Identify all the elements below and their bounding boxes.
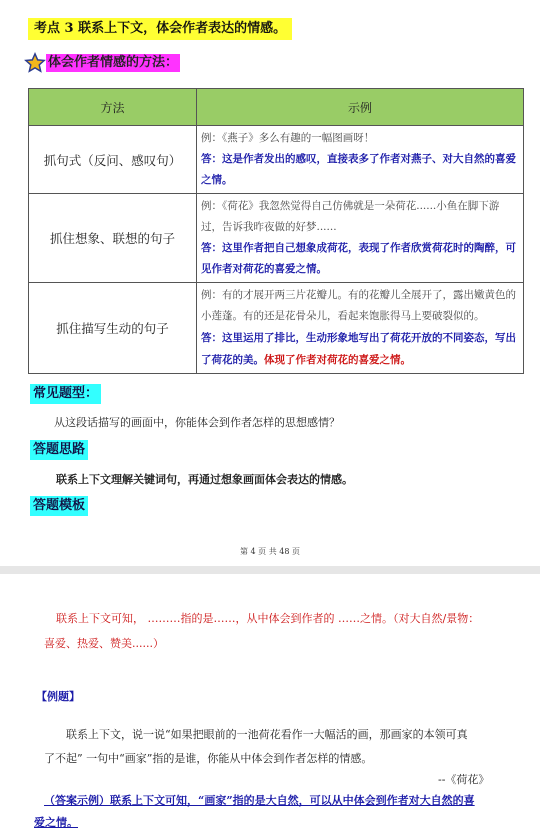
example-cell [197, 126, 524, 194]
common-type-label: 常见题型： [30, 384, 101, 404]
example-text: 例：《荷花》我忽然觉得自己仿佛就是一朵荷花......小鱼在脚下游过，告诉我昨夜做的好梦...... [201, 200, 500, 233]
method-title: 体会作者情感的方法： [48, 55, 179, 70]
star-icon [24, 52, 46, 74]
example-cell [197, 283, 524, 374]
question-line-1: 联系上下文，说一说“如果把眼前的一池荷花看作一大幅活的画，那画家的本领可真 [66, 728, 468, 741]
table-row [29, 283, 524, 374]
table-row [29, 194, 524, 283]
answer-text: 答：这里作者把自己想象成荷花，表现了作者欣赏荷花时的陶醉，可见作者对荷花的喜爱之情。 [201, 242, 516, 275]
source-text: --《荷花》 [438, 773, 490, 786]
approach-text: 联系上下文理解关键词句，再通过想象画面体会表达的情感。 [56, 473, 353, 486]
question-line-2: 了不起” 一句中“画家”指的是谁，你能从中体会到作者怎样的情感。 [44, 752, 373, 765]
table-header-method: 方法 [29, 89, 197, 126]
page-footer: 第 4 页 共 48 页 [240, 547, 300, 556]
kaodian-title: 考点 3 联系上下文，体会作者表达的情感。 [28, 18, 292, 40]
example-text: 例：《燕子》多么有趣的一幅图画呀！ [201, 132, 375, 144]
approach-label: 答题思路 [30, 440, 88, 460]
answer-red: 体现了作者对荷花的喜爱之情。 [264, 354, 411, 366]
method-cell: 抓住想象、联想的句子 [29, 194, 197, 283]
example-cell [197, 194, 524, 283]
page-2 [0, 574, 540, 836]
answer-text: 答：这是作者发出的感叹，直接表多了作者对燕子、对大自然的喜爱之情。 [201, 153, 516, 186]
methods-table [28, 88, 524, 374]
method-cell: 抓住描写生动的句子 [29, 283, 197, 374]
template-line-1: 联系上下文可知， ………指的是……，从中体会到作者的 ……之情。（对大自然/景物： [56, 612, 480, 625]
template-label: 答题模板 [30, 496, 88, 516]
answer-text [201, 327, 519, 371]
template-line-2: 喜爱、热爱、赞美......） [44, 637, 164, 650]
answer-line-1: （答案示例）联系上下文可知，“画家”指的是大自然，可以从中体会到作者对大自然的喜 [44, 794, 475, 807]
method-cell: 抓句式（反问、感叹句） [29, 126, 197, 194]
answer-line-2: 爱之情。 [34, 816, 78, 829]
table-row [29, 126, 524, 194]
common-type-text: 从这段话描写的画面中，你能体会到作者怎样的思想感情？ [54, 416, 340, 429]
example-label: 【例题】 [36, 690, 80, 703]
example-text: 例：有的才展开两三片花瓣儿。有的花瓣儿全展开了，露出嫩黄色的小莲蓬。有的还是花骨朵儿，看起来饱胀得马上要破裂似的。 [201, 289, 516, 322]
method-heading [24, 52, 180, 74]
answer-blue: 答：这里运用了排比，生动形象地写出了荷花开放的不同姿态，写出了荷花的美。 [201, 332, 516, 366]
table-header-example: 示例 [197, 89, 524, 126]
